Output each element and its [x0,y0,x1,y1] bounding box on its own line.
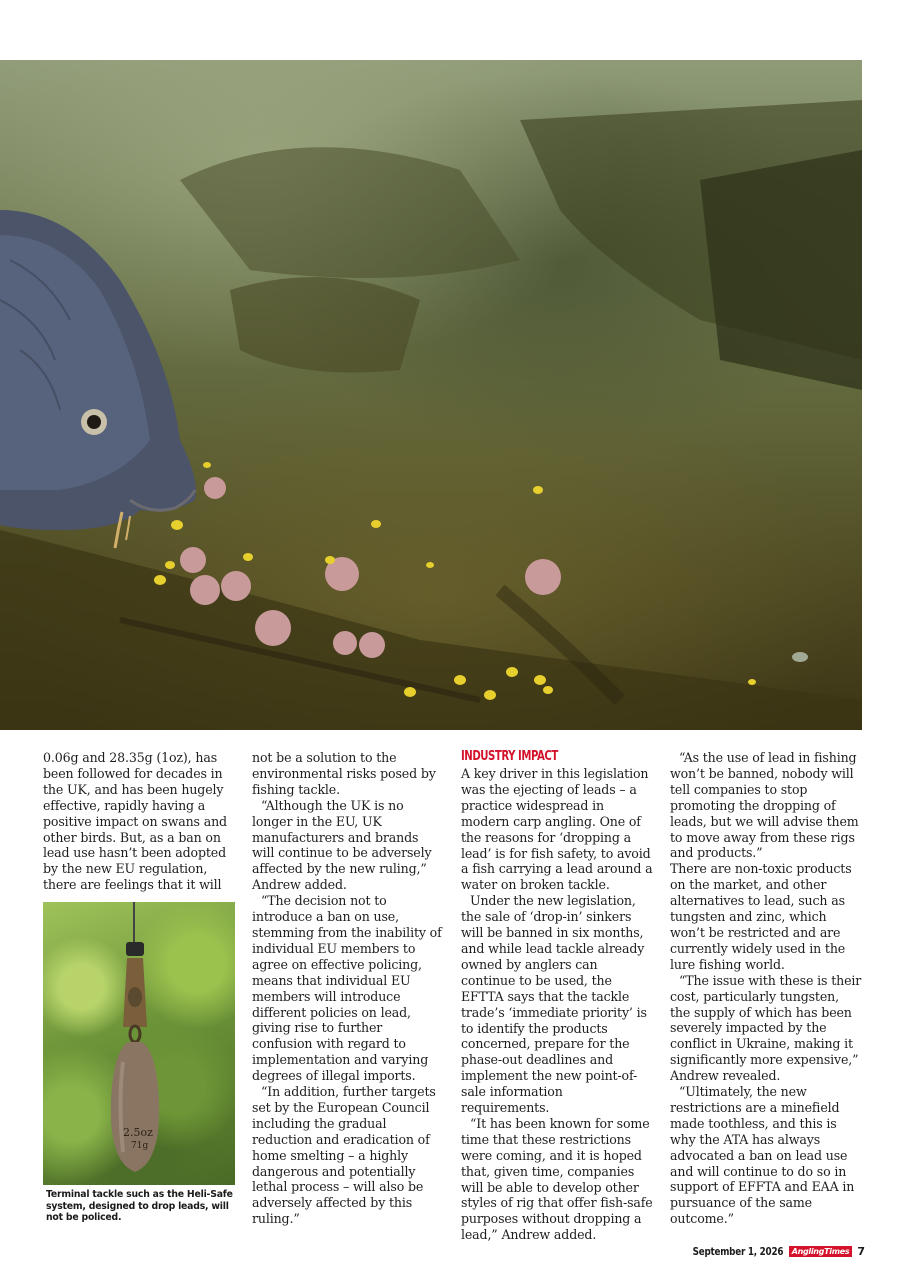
hero-photo [0,60,862,730]
weight-label-grams: 71g [131,1141,149,1151]
paragraph: Under the new legislation, the sale of ‘drop-in’ sinkers will be banned in six months, and while lead tackle already owned by anglers can continue to be used, the EFTTA says that the tackle trade’s ‘immediate priority’ is to identify the products concerned, prepare for the phase-out deadlines and implement the new point-of-sale information requirements. [461,893,647,1116]
paragraph: “It has been known for some time that these restrictions were coming, and it is hoped that, given time, companies will be able to develop other styles of rig that offer fish-safe purposes without dropping a lead,” Andrew added. [461,1115,653,1243]
paragraph: There are non-toxic products on the market, and other alternatives to lead, such as tungsten and zinc, which won’t be restricted and are currently widely used in the lure fishing world. [670,861,852,972]
weight-label: 2.5oz [123,1126,153,1139]
carp-illustration [0,60,862,730]
swivel-icon [126,942,144,956]
paragraph: not be a solution to the environmental risks posed by fishing tackle. [252,750,436,797]
photo-caption: Terminal tackle such as the Heli-Safe system, designed to drop leads, will not be policed. [46,1189,233,1224]
paragraph: “The issue with these is their cost, particularly tungsten, the supply of which has been severely impacted by the conflict in Ukraine, making it significantly more expensive,” Andrew revealed. [670,972,862,1084]
lead-weight-illustration [43,902,235,1185]
paragraph: 0.06g and 28.35g (1oz), has been followed for decades in the UK, and has been hugely effective, rapidly having a positive impact on swans and other birds. But, as a ban on lead use hasn’t been adopted by the new EU regulation, there are feelings that it will [43,750,227,893]
issue-date: September 1, 2026 [693,1244,784,1258]
paragraph: “Ultimately, the new restrictions are a minefield made toothless, and this is why the ATA has always advocated a ban on lead use and will continue to do so in support of EFFTA and EAA in pursuance of the same outcome.” [670,1084,855,1227]
section-subhead: INDUSTRY IMPACT [461,749,558,764]
paragraph: A key driver in this legislation was the ejecting of leads – a practice widespread in modern carp angling. One of the reasons for ‘dropping a lead’ is for fish safety, to avoid a fish carrying a lead around a water on broken tackle. [461,766,653,893]
lead-weight-icon [111,1042,159,1172]
article-column-1 [43,750,236,893]
article-column-3 [461,750,654,1243]
paragraph: “The decision not to introduce a ban on use, stemming from the inability of individual EU members to agree on effective policing, means that individual EU members will introduce different policies on lead, giving rise to further confusion with regard to implementation and varying degrees of illegal imports. [252,893,442,1084]
magazine-logo: AnglingTimes [789,1246,853,1257]
paragraph: “Although the UK is no longer in the EU, UK manufacturers and brands will continue to be adversely affected by the new ruling,” Andrew added. [252,797,432,893]
article-column-2 [252,750,442,1227]
page-number: 7 [857,1244,865,1258]
page-footer [670,1243,865,1259]
tackle-photo [43,902,235,1185]
article-column-4 [670,750,862,1227]
paragraph: “In addition, further targets set by the European Council including the gradual reduction and eradication of home smelting – a highly dangerous and potentially lethal process – will also be adversely affected by this ruling.” [252,1084,436,1227]
paragraph: “As the use of lead in fishing won’t be banned, nobody will tell companies to stop promoting the dropping of leads, but we will advise them to move away from these rigs and products.” [670,750,859,861]
